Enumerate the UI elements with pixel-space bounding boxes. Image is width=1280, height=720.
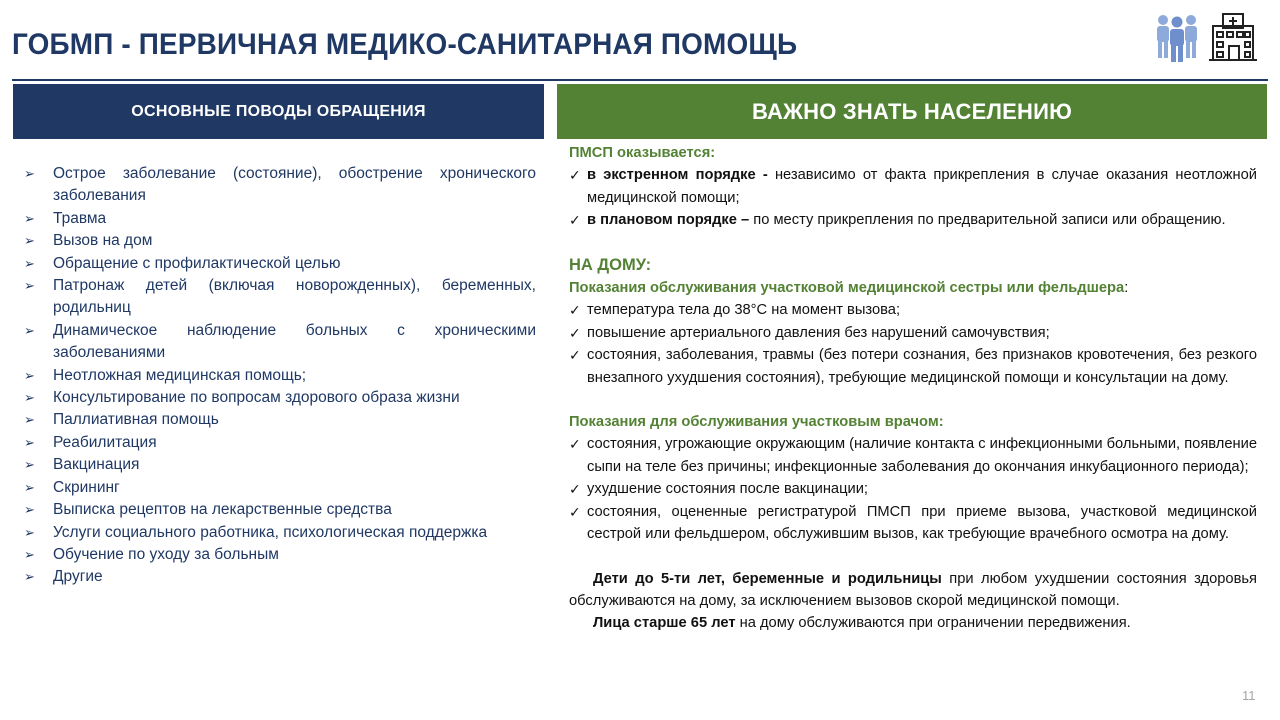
arrow-bullet-icon: ➢ bbox=[24, 434, 35, 450]
arrow-bullet-icon: ➢ bbox=[24, 166, 35, 181]
home-heading: НА ДОМУ: bbox=[569, 255, 652, 274]
list-item: ➢ Обучение по уходу за больным bbox=[24, 544, 536, 566]
checkmark-icon: ✓ bbox=[569, 324, 581, 341]
arrow-bullet-icon: ➢ bbox=[24, 390, 35, 406]
list-item: ➢ Реабилитация bbox=[24, 432, 536, 454]
list-item: ➢ Вакцинация bbox=[24, 454, 536, 476]
doctor-item: ✓ ухудшение состояния после вакцинации; bbox=[569, 478, 1257, 500]
nurse-indications-heading: Показания обслуживания участковой медицинской сестры или фельдшера bbox=[569, 280, 1125, 297]
list-item: ➢ Патронаж детей (включая новорожденных), беременных, родильниц bbox=[24, 277, 536, 317]
title-divider bbox=[12, 79, 1268, 81]
list-item: ➢ Паллиативная помощь bbox=[24, 409, 536, 431]
nurse-item: ✓ повышение артериального давления без нарушений самочувствия; bbox=[569, 322, 1257, 344]
page-number: 11 bbox=[1242, 688, 1256, 703]
pmsp-emergency-item: ✓ в экстренном порядке - независимо от факта прикрепления в случае оказания неотложной медицинской помощи; bbox=[569, 164, 1257, 209]
left-section-header: ОСНОВНЫЕ ПОВОДЫ ОБРАЩЕНИЯ bbox=[13, 84, 544, 139]
checkmark-icon: ✓ bbox=[569, 167, 581, 184]
list-item: ➢ Скрининг bbox=[24, 477, 536, 499]
doctor-indications-heading: Показания для обслуживания участковым врачом: bbox=[569, 414, 944, 431]
right-section-header: ВАЖНО ЗНАТЬ НАСЕЛЕНИЮ bbox=[557, 84, 1267, 139]
pmsp-heading: ПМСП оказывается: bbox=[569, 145, 716, 161]
list-item: ➢ Травма bbox=[24, 208, 536, 230]
children-note: Дети до 5-ти лет, беременные и родильницы при любом ухудшении состояния здоровья обслуживаются на дому, за исключением вызовов скорой медицинской помощи. bbox=[569, 570, 1257, 609]
people-group-icon bbox=[1157, 15, 1197, 62]
arrow-bullet-icon: ➢ bbox=[24, 210, 35, 226]
reasons-list bbox=[24, 163, 536, 589]
list-item: ➢ Вызов на дом bbox=[24, 230, 536, 252]
population-info: ПМСП оказывается: ✓ в экстренном порядке - независимо от факта прикрепления в случае оказания неотложной медицинской помощи; ✓ в плановом порядке – по месту прикрепления по предварительной записи или обращению. НА ДОМУ: Показания обслуживания участковой медицинской сестры или фельдшера: ✓ температура тела до 38°С на момент вызова; ✓ повышение артериального давления без нарушений самочувствия; ✓ состояния, заболевания, травмы (без потери сознания, без признаков кровотечения, без резкого внезапного ухудшения состояния), требующие медицинской помощи и консультации на дому. Показания для обслуживания участковым врачом: ✓ состояния, угрожающие окружающим (наличие контакта с инфекционными больными, появление сыпи на теле без причины; инфекционные заболевания до окончания инкубационного периода); ✓ ухудшение состояния после вакцинации; ✓ состояния, оцененные регистратурой ПМСП при приеме вызова, участковой медицинской сестрой или фельдшером, обслужившим вызов, как требующие врачебного осмотра на дому. Дети до 5-ти лет, беременные и родильницы при любом ухудшении состояния здоровья обслуживаются на дому, за исключением вызовов скорой медицинской помощи. Лица старше 65 лет на дому обслуживаются при ограничении передвижения. bbox=[569, 142, 1257, 635]
checkmark-icon: ✓ bbox=[569, 212, 581, 229]
pmsp-planned-item: ✓ в плановом порядке – по месту прикрепления по предварительной записи или обращению. bbox=[569, 209, 1257, 231]
arrow-bullet-icon: ➢ bbox=[24, 322, 35, 338]
list-item: ➢ Консультирование по вопросам здорового образа жизни bbox=[24, 387, 536, 409]
page-title: ГОБМП - ПЕРВИЧНАЯ МЕДИКО-САНИТАРНАЯ ПОМОЩЬ bbox=[12, 28, 798, 61]
list-item: ➢ Острое заболевание (состояние), обострение хронического заболевания bbox=[24, 165, 536, 205]
list-item: ➢ Услуги социального работника, психологическая поддержка bbox=[24, 522, 536, 544]
arrow-bullet-icon: ➢ bbox=[24, 502, 35, 518]
arrow-bullet-icon: ➢ bbox=[24, 233, 35, 249]
list-item: ➢ Обращение с профилактической целью bbox=[24, 253, 536, 275]
list-item: ➢ Динамическое наблюдение больных с хроническими заболеваниями bbox=[24, 321, 536, 362]
checkmark-icon: ✓ bbox=[569, 302, 581, 319]
list-item: ➢ Неотложная медицинская помощь; bbox=[24, 365, 536, 387]
checkmark-icon: ✓ bbox=[569, 436, 581, 453]
list-item: ➢ Другие bbox=[24, 566, 536, 588]
arrow-bullet-icon: ➢ bbox=[24, 412, 35, 428]
checkmark-icon: ✓ bbox=[569, 503, 581, 520]
nurse-item: ✓ температура тела до 38°С на момент вызова; bbox=[569, 299, 1257, 321]
doctor-item: ✓ состояния, угрожающие окружающим (наличие контакта с инфекционными больными, появление сыпи на теле без причины; инфекционные заболевания до окончания инкубационного периода); bbox=[569, 433, 1257, 478]
arrow-bullet-icon: ➢ bbox=[24, 546, 35, 562]
arrow-bullet-icon: ➢ bbox=[24, 278, 35, 294]
arrow-bullet-icon: ➢ bbox=[24, 255, 35, 271]
nurse-item: ✓ состояния, заболевания, травмы (без потери сознания, без признаков кровотечения, без резкого внезапного ухудшения состояния), требующие медицинской помощи и консультации на дому. bbox=[569, 344, 1257, 389]
elderly-note: Лица старше 65 лет на дому обслуживаются при ограничении передвижения. bbox=[593, 615, 1131, 632]
hospital-building-icon bbox=[1209, 14, 1257, 60]
arrow-bullet-icon: ➢ bbox=[24, 569, 35, 585]
header-icons bbox=[1153, 12, 1257, 64]
arrow-bullet-icon: ➢ bbox=[24, 457, 35, 473]
arrow-bullet-icon: ➢ bbox=[24, 367, 35, 383]
checkmark-icon: ✓ bbox=[569, 481, 581, 498]
checkmark-icon: ✓ bbox=[569, 347, 581, 364]
doctor-item: ✓ состояния, оцененные регистратурой ПМСП при приеме вызова, участковой медицинской сестрой или фельдшером, обслужившим вызов, как требующие врачебного осмотра на дому. bbox=[569, 501, 1257, 546]
list-item: ➢ Выписка рецептов на лекарственные средства bbox=[24, 499, 536, 521]
arrow-bullet-icon: ➢ bbox=[24, 479, 35, 495]
arrow-bullet-icon: ➢ bbox=[24, 524, 35, 540]
